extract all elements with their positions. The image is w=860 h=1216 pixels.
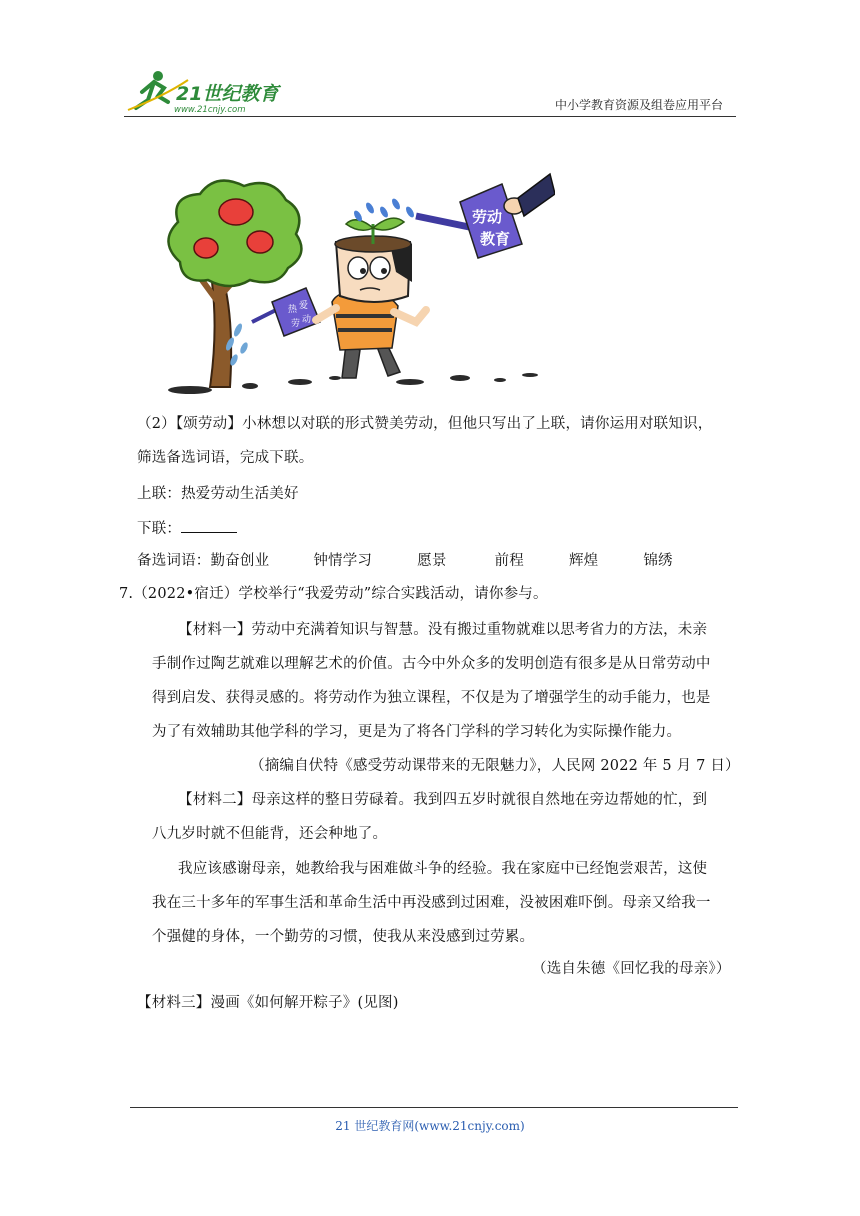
option-word: 愿景 [417, 553, 447, 569]
material-1-line: 为了有效辅助其他学科的学习，更是为了将各门学科的学习转化为实际操作能力。 [152, 724, 682, 740]
big-book-text-2: 教育 [480, 230, 511, 248]
material-2b-line: 我应该感谢母亲，她教给我与困难做斗争的经验。我在家庭中已经饱尝艰苦，这使 [178, 861, 708, 877]
material-2b-line: 个强健的身体，一个勤劳的习惯，使我从来没感到过劳累。 [152, 929, 535, 945]
option-word: 勤奋创业 [210, 553, 270, 569]
logo-url-text: www.21cnjy.com [174, 105, 246, 115]
labor-education-cartoon [160, 172, 555, 397]
adult-hand [504, 174, 555, 216]
material-2-line: 八九岁时就不但能背，还会种地了。 [152, 826, 388, 842]
runner-logo-icon [124, 66, 294, 118]
small-book-text-3: 劳 [291, 319, 301, 329]
option-word: 钟情学习 [313, 553, 373, 569]
couplet-lower [137, 517, 237, 538]
couplet-upper: 上联：热爱劳动生活美好 [137, 486, 299, 502]
footer-link[interactable]: 21 世纪教育网(www.21cnjy.com) [335, 1119, 525, 1133]
q6-2-line2: 筛选备选词语，完成下联。 [137, 450, 314, 466]
q6-2-line1: （2）【颂劳动】小林想以对联的形式赞美劳动，但他只写出了上联，请你运用对联知识， [137, 416, 713, 432]
small-watering-can [252, 288, 320, 336]
material-2-source: （选自朱德《回忆我的母亲》） [532, 961, 731, 977]
material-1-line: 手制作过陶艺就难以理解艺术的价值。古今中外众多的发明创造有很多是从日常劳动中 [152, 656, 711, 672]
boy-figure [316, 218, 426, 378]
material-2-line: 【材料二】母亲这样的整日劳碌着。我到四五岁时就很自然地在旁边帮她的忙，到 [178, 792, 708, 808]
material-1-line: 【材料一】劳动中充满着知识与智慧。没有搬过重物就难以思考省力的方法，未亲 [178, 622, 708, 638]
small-book-text-1: 热 [288, 305, 298, 315]
small-book-text-4: 动 [302, 315, 312, 325]
platform-name: 中小学教育资源及组卷应用平台 [554, 98, 723, 112]
material-1-line: 得到启发、获得灵感的。将劳动作为独立课程，不仅是为了增强学生的动手能力，也是 [152, 690, 711, 706]
logo-brand-text: 21世纪教育 [176, 83, 279, 105]
material-1-source: （摘编自伏特《感受劳动课带来的无限魅力》，人民网 2022 年 5 月 7 日） [250, 758, 740, 774]
water-drops-head [352, 197, 415, 222]
couplet-lower-label: 下联： [137, 521, 182, 537]
material-2b-line: 我在三十多年的军事生活和革命生活中再没感到过困难，没被困难吓倒。母亲又给我一 [152, 895, 711, 911]
q7-stem: 7.（2022•宿迁）学校举行“我爱劳动”综合实践活动，请你参与。 [119, 586, 548, 602]
option-words [137, 549, 673, 570]
option-word: 前程 [494, 553, 524, 569]
big-book-text-1: 劳动 [472, 208, 503, 226]
material-3: 【材料三】漫画《如何解开粽子》(见图) [137, 995, 399, 1011]
options-label: 备选词语： [137, 553, 211, 569]
footer-divider [130, 1107, 738, 1108]
site-logo [124, 66, 294, 118]
option-word: 辉煌 [568, 553, 599, 569]
small-book-text-2: 爱 [299, 301, 309, 311]
option-word: 锦绣 [643, 553, 673, 569]
header-divider [124, 116, 736, 117]
big-watering-can [416, 184, 522, 258]
tree-canopy [168, 181, 301, 286]
answer-blank[interactable] [181, 518, 237, 533]
